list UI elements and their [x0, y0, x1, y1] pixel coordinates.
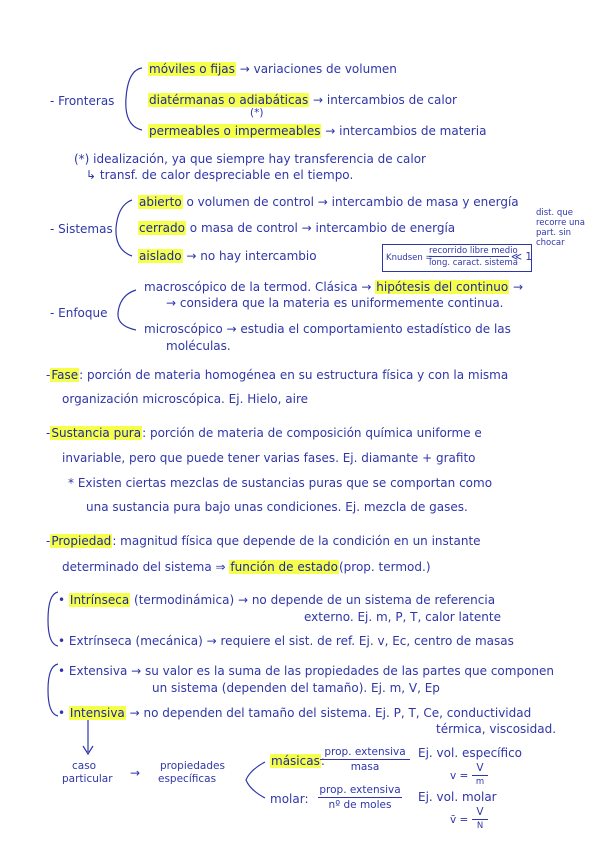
enfoque-macro-line2: → considera que la materia es uniformemente continua.: [166, 296, 504, 310]
sistemas-side-note: dist. que recorre una part. sin chocar: [536, 208, 585, 248]
knudsen-label: Knudsen =: [386, 253, 433, 263]
sistemas-cerrado-text: o masa de control → intercambio de energía: [189, 221, 456, 235]
intensiva-text: → no dependen del tamaño del sistema. Ej. P, T, Ce, conductividad: [129, 706, 532, 720]
propiedad-line2: [62, 560, 431, 575]
caso-line2: particular: [62, 773, 113, 785]
sistemas-abierto-text: o volumen de control → intercambio de masa y energía: [186, 195, 519, 209]
enfoque-macro-text: macroscópico de la termod. Clásica →: [144, 280, 372, 294]
sustancia-line1: [46, 426, 482, 441]
enfoque-label: - Enfoque: [50, 306, 108, 320]
sistemas-abierto: [138, 195, 519, 210]
prop-especificas-line1: propiedades: [160, 760, 225, 772]
intensiva-line1: • Intensiva → no dependen del tamaño del sistema. Ej. P, T, Ce, conductividad: [58, 706, 532, 720]
molar-eq-denominator: N: [476, 821, 484, 831]
fronteras-term-2: diatérmanas o adiabáticas: [149, 93, 309, 107]
molar-equation: v̄ =: [450, 814, 469, 826]
fronteras-item-2: [148, 93, 457, 108]
knudsen-denominator: long. caract. sistema: [429, 258, 519, 268]
enfoque-micro-line2: moléculas.: [166, 339, 231, 353]
fase-text1: : porción de materia homogénea en su estructura física y con la misma: [79, 368, 509, 382]
masicas-example: Ej. vol. específico: [418, 746, 523, 760]
intensiva-term: Intensiva: [69, 706, 125, 720]
masicas-equation: v =: [450, 770, 469, 782]
molar-denominator: nº de moles: [328, 799, 392, 811]
caso-arrow: →: [130, 766, 141, 780]
propiedad-term: Propiedad: [51, 534, 112, 548]
intrinseca-term: Intrínseca: [69, 593, 130, 607]
caso-line1: caso: [72, 760, 97, 772]
sistemas-aislado-text: → no hay intercambio: [186, 249, 317, 263]
sistemas-label: - Sistemas: [50, 222, 113, 236]
sistemas-cerrado-term: cerrado: [139, 221, 185, 235]
sistemas-aislado: [138, 249, 317, 264]
enfoque-micro: microscópico → estudia el comportamiento estadístico de las: [144, 322, 511, 336]
knudsen-box: [382, 244, 532, 272]
sustancia-text1: : porción de materia de composición química uniforme e: [142, 426, 482, 440]
masicas-numerator: prop. extensiva: [320, 746, 410, 760]
intensiva-line2: térmica, viscosidad.: [436, 722, 557, 736]
fase-prefix: -: [46, 368, 51, 382]
masicas-label: [270, 754, 325, 769]
masicas-eq-denominator: m: [475, 777, 485, 787]
sustancia-term: Sustancia pura: [51, 426, 142, 440]
sustancia-note1: * Existen ciertas mezclas de sustancias puras que se comportan como: [68, 476, 493, 490]
fronteras-label: - Fronteras: [50, 94, 115, 108]
masicas-denominator: masa: [350, 761, 380, 773]
extensiva-line2: un sistema (dependen del tamaño). Ej. m, V, Ep: [152, 681, 440, 695]
fronteras-star-mark: (*): [250, 107, 264, 119]
sustancia-prefix: -: [46, 426, 51, 440]
masicas-term: másicas: [271, 754, 320, 768]
prop-especificas-line2: específicas: [158, 773, 217, 785]
intrinseca-line1: • Intrínseca (termodinámica) → no depende de un sistema de referencia: [58, 593, 496, 607]
masicas-eq-numerator: V: [472, 762, 488, 776]
fronteras-note-1: (*) idealización, ya que siempre hay transferencia de calor: [74, 152, 426, 166]
propiedad-prefix: -: [46, 534, 51, 548]
molar-example: Ej. vol. molar: [418, 790, 497, 804]
fronteras-note-2: ↳ transf. de calor despreciable en el tiempo.: [86, 168, 354, 182]
fronteras-item-3: [148, 124, 486, 139]
fronteras-term-3: permeables o impermeables: [149, 124, 321, 138]
sustancia-note2: una sustancia pura bajo unas condiciones. Ej. mezcla de gases.: [86, 500, 468, 514]
molar-label: molar:: [270, 792, 309, 806]
fase-line1: [46, 368, 508, 383]
propiedad-line1: [46, 534, 481, 549]
extensiva-line1: • Extensiva → su valor es la suma de las propiedades de las partes que componen: [58, 664, 555, 678]
enfoque-macro: [144, 280, 523, 295]
fronteras-result-2: → intercambios de calor: [313, 93, 457, 107]
molar-eq-numerator: V: [472, 806, 488, 820]
knudsen-condition: ≪ 1: [511, 251, 533, 263]
fronteras-result-3: → intercambios de materia: [325, 124, 487, 138]
enfoque-macro-hl: hipótesis del continuo: [376, 280, 509, 294]
sistemas-aislado-term: aislado: [139, 249, 182, 263]
enfoque-macro-tail: →: [513, 280, 524, 294]
propiedad-tail: (prop. termod.): [339, 560, 431, 574]
fase-term: Fase: [51, 368, 79, 382]
propiedad-text2: determinado del sistema ⇒: [62, 560, 226, 574]
fronteras-result-1: → variaciones de volumen: [239, 62, 397, 76]
molar-numerator: prop. extensiva: [319, 784, 401, 796]
fronteras-item-1: [148, 62, 397, 77]
intrinseca-line2: externo. Ej. m, P, T, calor latente: [304, 610, 501, 624]
propiedad-text1: : magnitud física que depende de la condición en un instante: [112, 534, 481, 548]
sustancia-line2: invariable, pero que puede tener varias fases. Ej. diamante + grafito: [62, 451, 476, 465]
sistemas-cerrado: [138, 221, 455, 236]
fronteras-term-1: móviles o fijas: [149, 62, 235, 76]
intrinseca-text: (termodinámica) → no depende de un sistema de referencia: [134, 593, 496, 607]
sistemas-abierto-term: abierto: [139, 195, 182, 209]
masicas-colon: :: [320, 754, 325, 768]
extrinseca-line: • Extrínseca (mecánica) → requiere el sist. de ref. Ej. v, Ec, centro de masas: [58, 634, 514, 648]
knudsen-numerator: recorrido libre medio: [429, 246, 518, 256]
fase-line2: organización microscópica. Ej. Hielo, aire: [62, 392, 309, 406]
propiedad-hl: función de estado: [230, 560, 338, 574]
